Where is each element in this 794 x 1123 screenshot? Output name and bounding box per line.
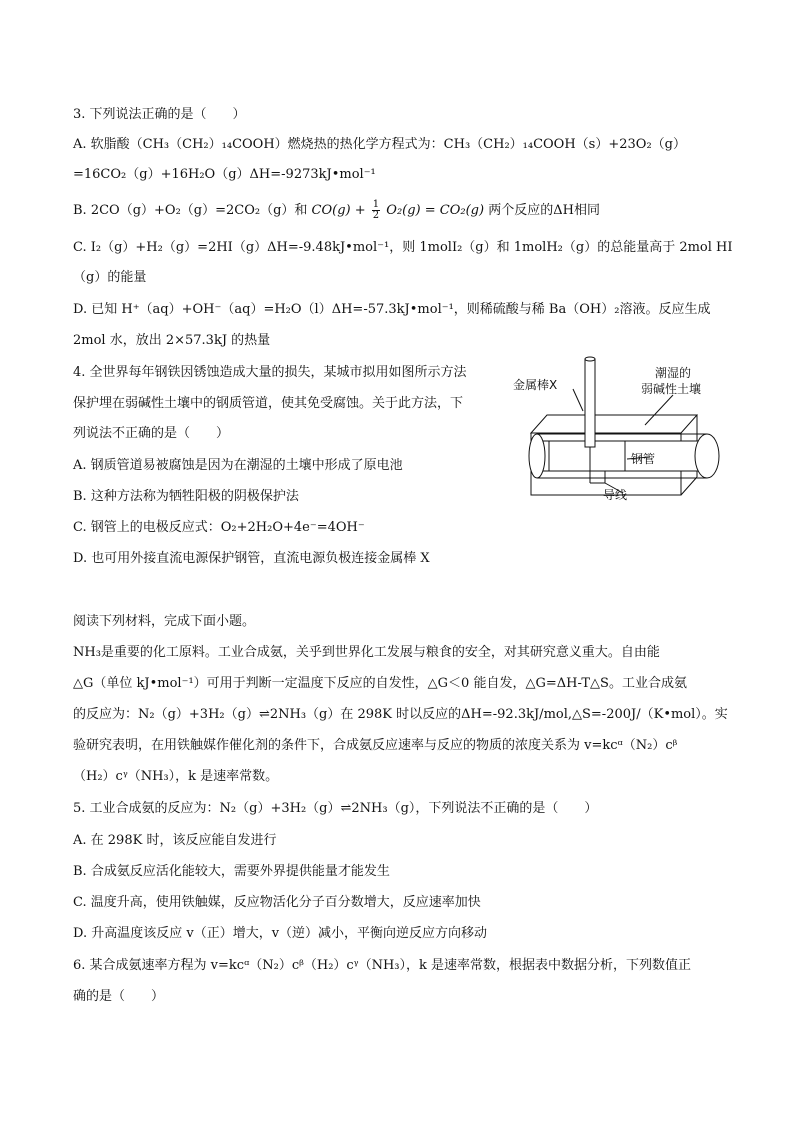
q3-option-c-line1: C. I₂（g）+H₂（g）=2HI（g）ΔH=-9.48kJ•mol⁻¹，则 1molI₂（g）和 1molH₂（g）的总能量高于 2mol HI <box>73 240 733 255</box>
label-soil-line2: 弱碱性土壤 <box>641 382 702 396</box>
q6-stem-line2: 确的是（ ） <box>73 989 165 1004</box>
material-line1: NH₃是重要的化工原料。工业合成氨，关乎到世界化工发展与粮食的安全，对其研究意义重大。自由能 <box>73 645 660 660</box>
q3-option-d-line2: 2mol 水，放出 2×57.3kJ 的热量 <box>73 333 271 348</box>
metal-rod-x <box>585 357 595 447</box>
q3-fraction-numerator: 1 <box>372 199 380 210</box>
q3-option-b-math-left: CO(g) + <box>311 203 370 218</box>
q4-stem-line3: 列说法不正确的是（ ） <box>73 426 230 441</box>
q3-fraction-denominator: 2 <box>372 210 380 221</box>
steel-pipe <box>529 434 719 478</box>
material-line5: （H₂）cᵞ（NH₃），k 是速率常数。 <box>73 769 279 784</box>
q3-option-a-line1: A. 软脂酸（CH₃（CH₂）₁₄COOH）燃烧热的热化学方程式为：CH₃（CH₂）₁₄COOH（s）+23O₂（g） <box>73 137 686 152</box>
q5-option-d: D. 升高温度该反应 v（正）增大，v（逆）减小，平衡向逆反应方向移动 <box>73 926 488 941</box>
q4-stem-line1: 4. 全世界每年钢铁因锈蚀造成大量的损失，某城市拟用如图所示方法 <box>73 365 467 380</box>
q3-option-c-line2: （g）的能量 <box>73 270 147 285</box>
q6-stem-line1: 6. 某合成氨速率方程为 v=kcᵅ（N₂）cᵝ（H₂）cᵞ（NH₃），k 是速率常数，根据表中数据分析，下列数值正 <box>73 958 692 973</box>
q3-stem: 3. 下列说法正确的是（ ） <box>73 107 246 122</box>
material-line4: 验研究表明，在用铁触媒作催化剂的条件下，合成氨反应速率与反应的物质的浓度关系为 v=kcᵅ（N₂）cᵝ <box>73 738 678 753</box>
cathodic-protection-figure <box>505 355 725 505</box>
q3-option-b-suffix: 两个反应的ΔH相同 <box>488 203 600 218</box>
q3-option-b-prefix: B. 2CO（g）+O₂（g）=2CO₂（g）和 <box>73 203 308 218</box>
material-line3: 的反应为：N₂（g）+3H₂（g）⇌2NH₃（g）在 298K 时以反应的ΔH=-92.3kJ/mol,△S=-200J/（K•mol）。实 <box>73 707 728 722</box>
q4-stem-line2: 保护埋在弱碱性土壤中的钢质管道，使其免受腐蚀。关于此方法，下 <box>73 396 464 411</box>
q3-option-d-line1: D. 已知 H⁺（aq）+OH⁻（aq）=H₂O（l）ΔH=-57.3kJ•mol⁻¹，则稀硫酸与稀 Ba（OH）₂溶液。反应生成 <box>73 302 711 317</box>
q5-stem: 5. 工业合成氨的反应为：N₂（g）+3H₂（g）⇌2NH₃（g），下列说法不正确的是（ ） <box>73 801 598 816</box>
q5-option-a: A. 在 298K 时，该反应能自发进行 <box>73 833 277 848</box>
q3-option-b-fraction <box>372 200 380 221</box>
label-steel-pipe: 钢管 <box>631 452 656 466</box>
q3-option-b <box>73 200 600 221</box>
q3-option-b-math-right: O₂(g) = CO₂(g) <box>386 203 485 218</box>
q4-option-c: C. 钢管上的电极反应式：O₂+2H₂O+4e⁻=4OH⁻ <box>73 520 365 535</box>
q5-option-b: B. 合成氨反应活化能较大，需要外界提供能量才能发生 <box>73 864 390 879</box>
label-metal-rod: 金属棒X <box>513 378 558 392</box>
label-soil-line1: 潮湿的 <box>655 366 692 380</box>
material-intro: 阅读下列材料，完成下面小题。 <box>73 614 256 629</box>
q5-option-c: C. 温度升高，使用铁触媒，反应物活化分子百分数增大，反应速率加快 <box>73 895 481 910</box>
q4-option-a: A. 钢质管道易被腐蚀是因为在潮湿的土壤中形成了原电池 <box>73 458 403 473</box>
q4-option-d: D. 也可用外接直流电源保护钢管，直流电源负极连接金属棒 X <box>73 551 430 566</box>
material-line2: △G（单位 kJ•mol⁻¹）可用于判断一定温度下反应的自发性，△G＜0 能自发，△G=ΔH-T△S。工业合成氨 <box>73 676 687 691</box>
label-wire: 导线 <box>603 488 628 502</box>
q3-option-a-line2: =16CO₂（g）+16H₂O（g）ΔH=-9273kJ•mol⁻¹ <box>73 167 376 182</box>
q4-option-b: B. 这种方法称为牺牲阳极的阴极保护法 <box>73 489 299 504</box>
